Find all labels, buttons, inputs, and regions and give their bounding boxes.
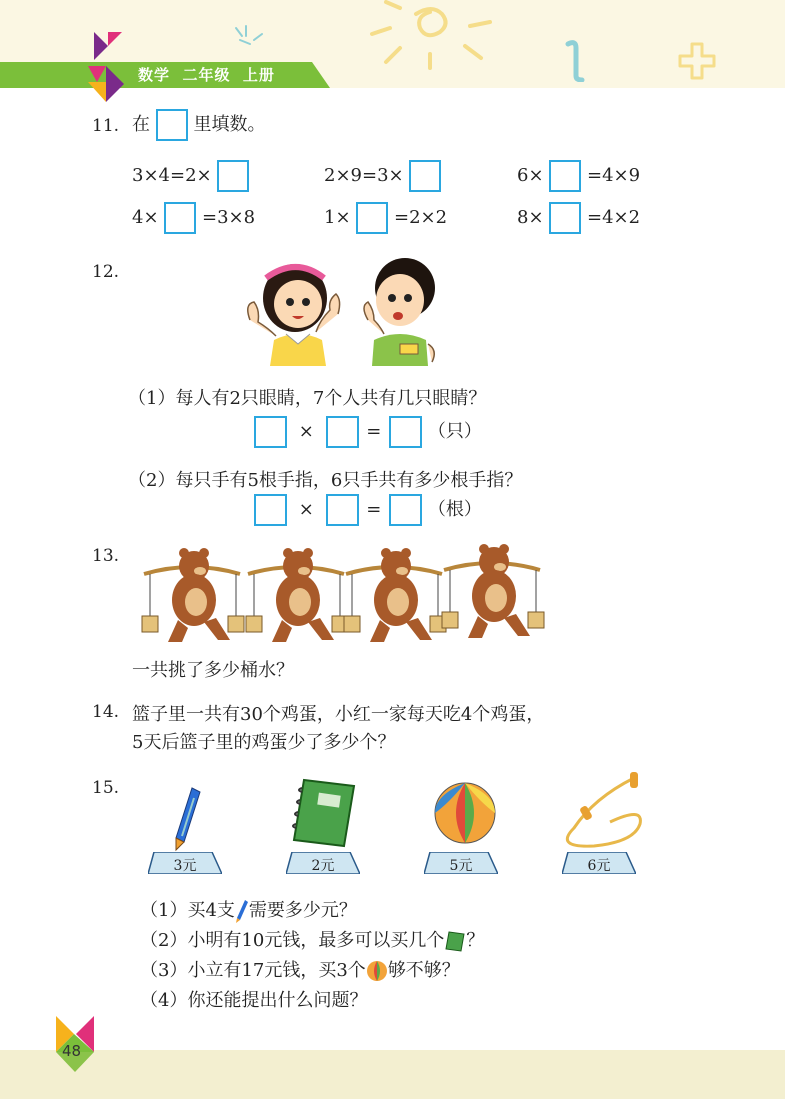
q11-expression-1 <box>132 160 249 192</box>
expression-text: 2×9=3× <box>324 165 404 186</box>
unit-label: （根） <box>427 499 482 520</box>
expression-text: =4×2 <box>587 207 641 228</box>
price-pen: 3元 <box>173 858 197 874</box>
q15-subquestion-1 <box>140 896 357 923</box>
page-number: 48 <box>62 1042 82 1060</box>
q11-expression-3 <box>517 160 640 192</box>
answer-box[interactable] <box>549 202 581 234</box>
ball-icon <box>366 960 388 982</box>
prompt-prefix: 在 <box>132 114 150 135</box>
answer-box[interactable] <box>409 160 441 192</box>
q11-expression-2 <box>324 160 441 192</box>
question-14-number: 14. <box>92 702 120 722</box>
expression-text: =3×8 <box>202 207 256 228</box>
answer-box[interactable] <box>356 202 388 234</box>
pen-icon <box>170 784 204 852</box>
subquestion-text: ？ <box>466 930 485 951</box>
q15-subquestion-4: （4）你还能提出什么问题？ <box>140 990 368 1011</box>
expression-text: 3×4=2× <box>132 165 212 186</box>
question-11-prompt <box>132 108 265 142</box>
subquestion-text: 够不够？ <box>387 960 460 981</box>
question-12-number: 12. <box>92 262 120 282</box>
scribble-decoration <box>232 22 266 46</box>
answer-box[interactable] <box>254 416 287 448</box>
q14-line-2: 5天后篮子里的鸡蛋少了多少个？ <box>132 732 396 753</box>
q12-subquestion-1: （1）每人有2只眼睛，7个人共有几只眼睛？ <box>128 388 487 409</box>
unit-label: （只） <box>427 421 482 442</box>
price-notebook: 2元 <box>311 858 335 874</box>
answer-box[interactable] <box>326 416 359 448</box>
expression-text: =4×9 <box>587 165 641 186</box>
expression-text: 1× <box>324 207 351 228</box>
answer-box[interactable] <box>164 202 196 234</box>
expression-text: =2×2 <box>394 207 448 228</box>
answer-box[interactable] <box>549 160 581 192</box>
plus-sign-decoration <box>676 40 720 82</box>
subquestion-text: （3）小立有17元钱，买3个 <box>140 960 366 981</box>
question-15-number: 15. <box>92 778 120 798</box>
equals-sign: = <box>366 421 382 442</box>
equals-sign: = <box>366 499 382 520</box>
price-jump-rope: 6元 <box>587 858 611 874</box>
figure-one-decoration <box>558 38 588 82</box>
answer-box[interactable] <box>254 494 287 526</box>
bottom-band <box>0 1050 785 1099</box>
answer-box[interactable] <box>389 416 422 448</box>
q15-subquestion-2 <box>140 926 484 952</box>
header-title: 数学 二年级 上册 <box>138 66 275 84</box>
q12-subquestion-2: （2）每只手有5根手指，6只手共有多少根手指？ <box>128 470 523 491</box>
q11-expression-5 <box>324 202 447 234</box>
blank-box[interactable] <box>156 109 188 141</box>
pen-icon <box>235 899 249 923</box>
q13-question: 一共挑了多少桶水？ <box>132 660 294 681</box>
question-13-number: 13. <box>92 546 120 566</box>
answer-box[interactable] <box>389 494 422 526</box>
children-illustration <box>240 248 450 368</box>
q14-line-1: 篮子里一共有30个鸡蛋，小红一家每天吃4个鸡蛋， <box>132 704 545 725</box>
q15-subquestion-3 <box>140 956 460 982</box>
notebook-icon <box>288 774 358 850</box>
q11-expression-4 <box>132 202 255 234</box>
answer-box[interactable] <box>326 494 359 526</box>
question-11-number: 11. <box>92 116 120 136</box>
jump-rope-icon <box>552 770 652 852</box>
q12-equation-1 <box>254 416 482 448</box>
bears-carrying-buckets-illustration <box>136 540 548 644</box>
answer-box[interactable] <box>217 160 249 192</box>
prompt-suffix: 里填数。 <box>193 114 266 135</box>
expression-text: 4× <box>132 207 159 228</box>
q12-equation-2 <box>254 494 482 526</box>
expression-text: 6× <box>517 165 544 186</box>
subquestion-text: （2）小明有10元钱，最多可以买几个 <box>140 930 445 951</box>
price-ball: 5元 <box>449 858 473 874</box>
tangram-logo-icon <box>84 32 130 102</box>
notebook-icon <box>444 930 466 952</box>
q11-expression-6 <box>517 202 640 234</box>
times-sign: × <box>298 499 314 520</box>
sun-decoration <box>360 0 510 70</box>
subquestion-text: 需要多少元？ <box>248 900 357 921</box>
ball-icon <box>432 780 498 846</box>
expression-text: 8× <box>517 207 544 228</box>
times-sign: × <box>298 421 314 442</box>
subquestion-text: （1）买4支 <box>140 900 235 921</box>
